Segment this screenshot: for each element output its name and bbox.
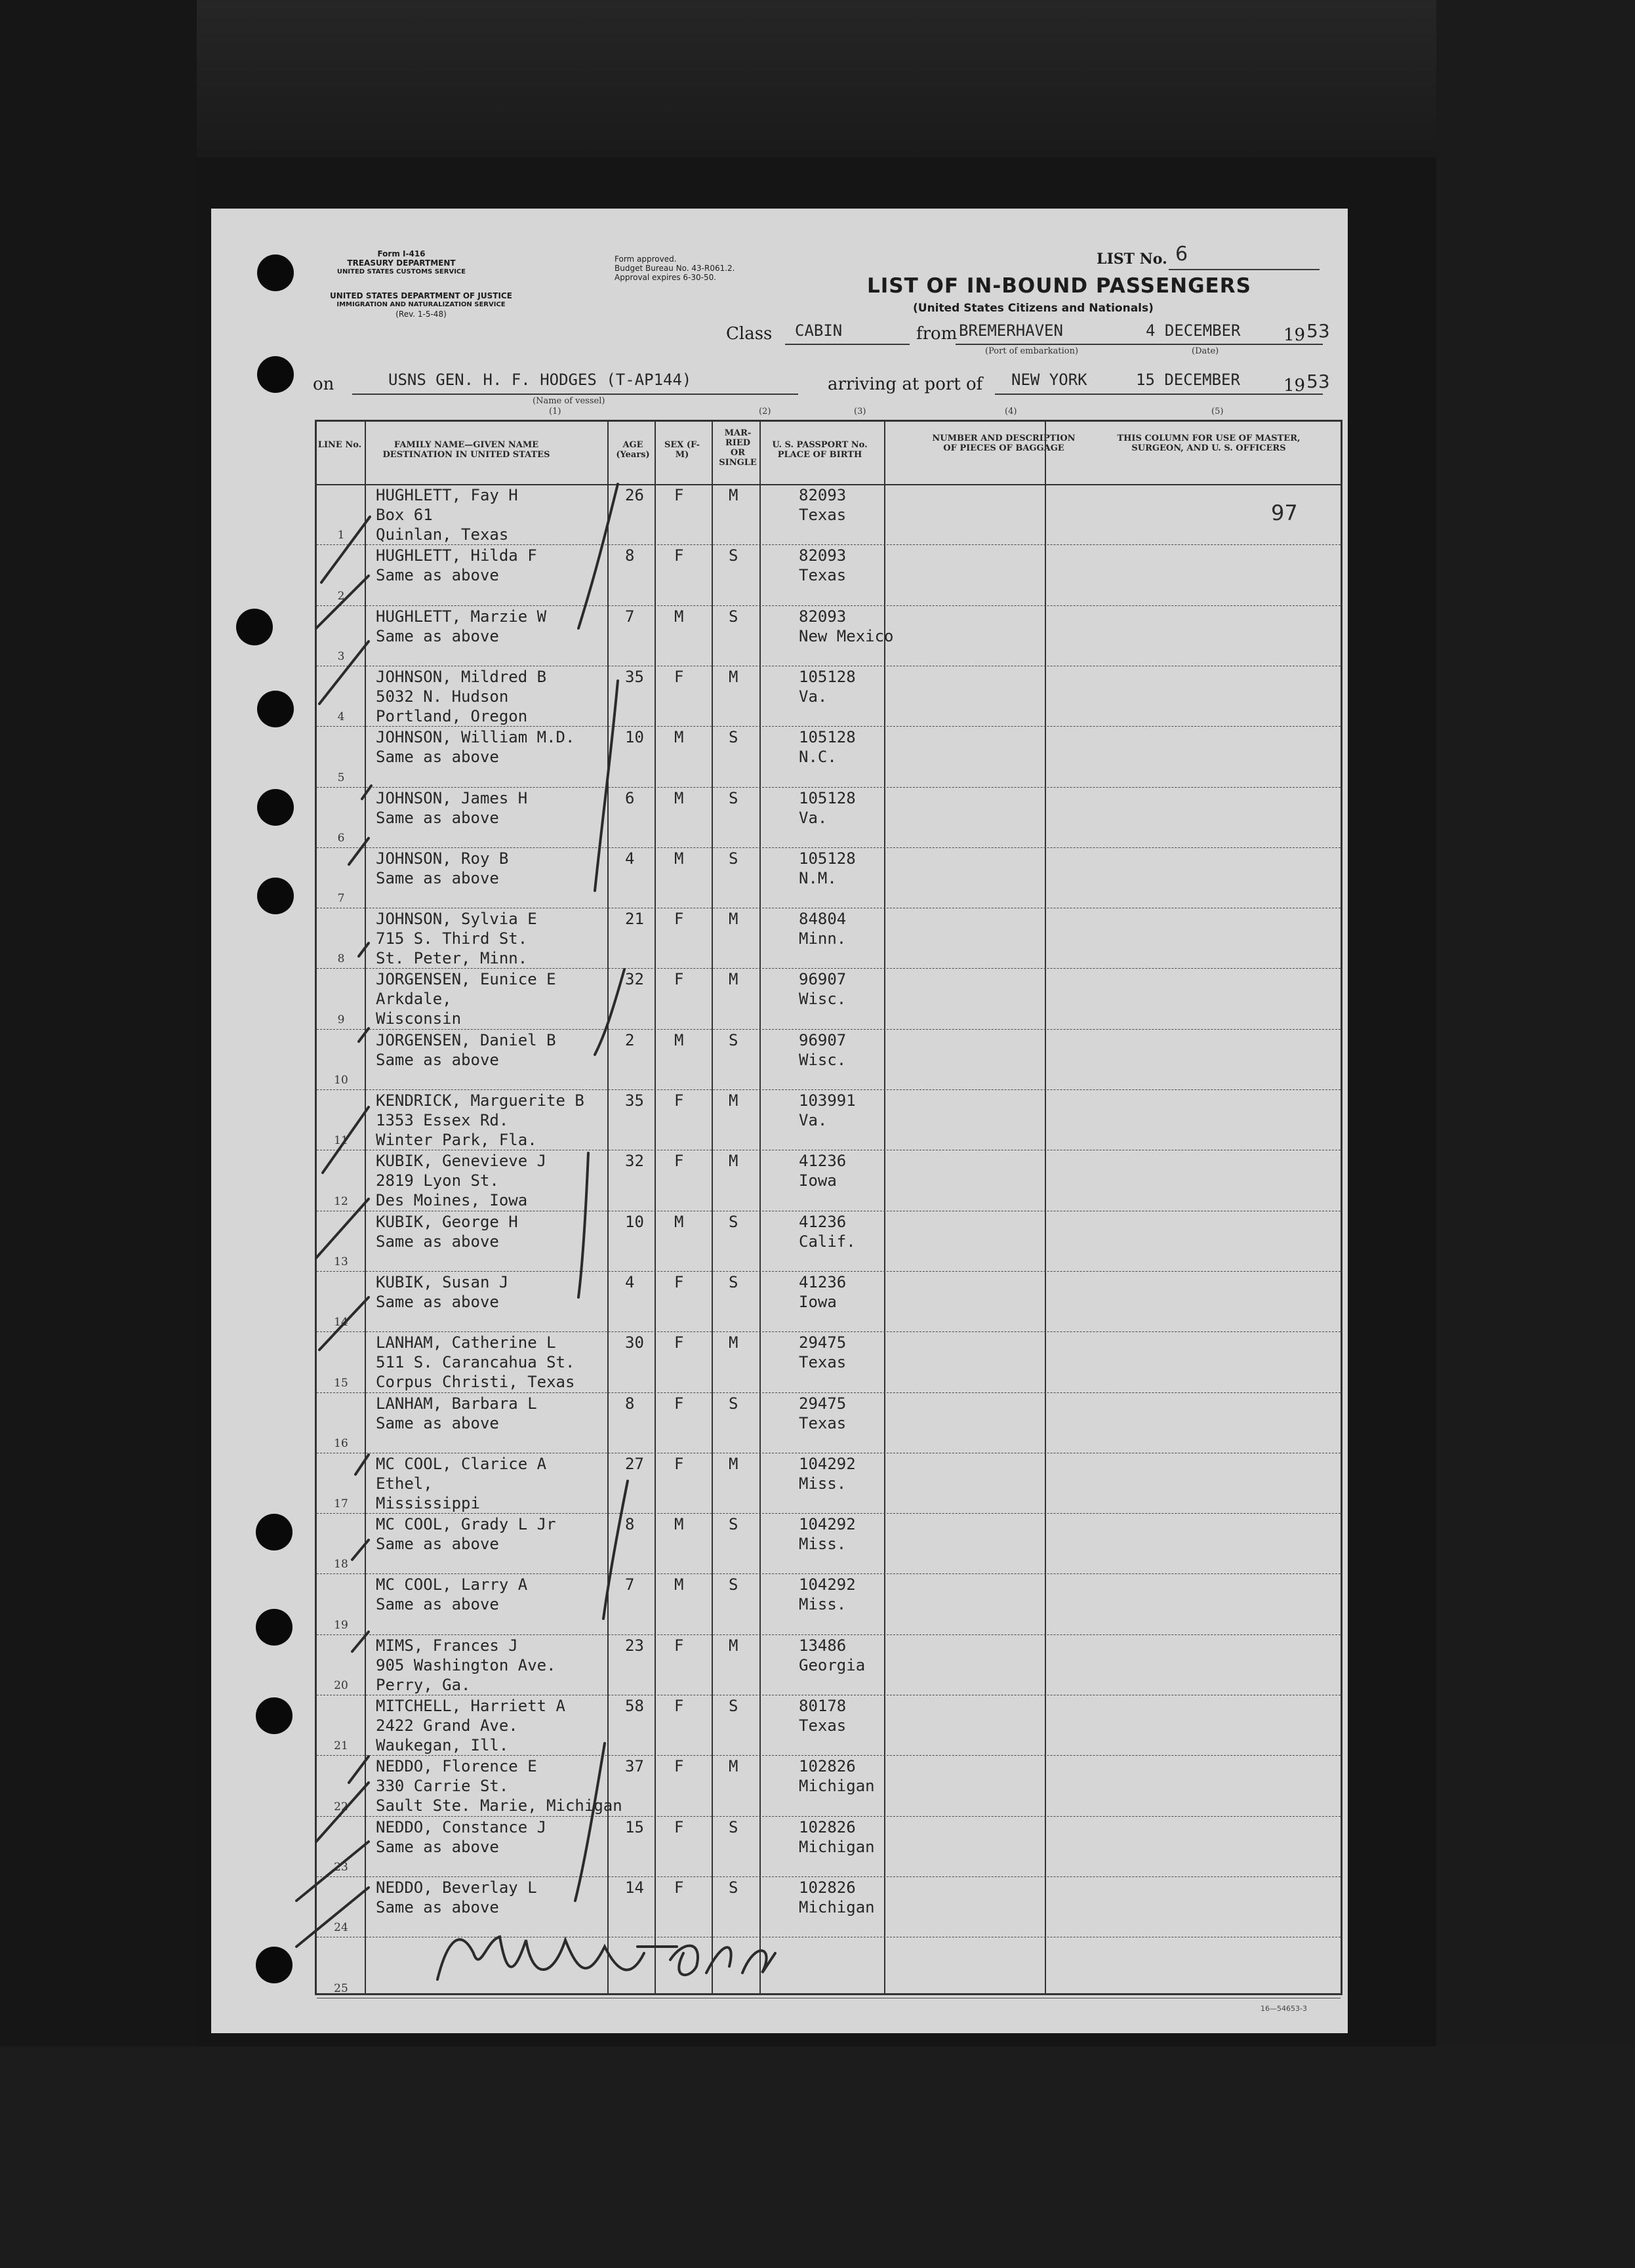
passenger-place-of-birth: Michigan (799, 1897, 875, 1916)
passenger-name: KENDRICK, Marguerite B (376, 1091, 584, 1110)
arrival-port: NEW YORK (1011, 371, 1087, 389)
form-service2: IMMIGRATION AND NATURALIZATION SERVICE (336, 301, 506, 308)
passenger-place-of-birth: Miss. (799, 1595, 847, 1614)
embarkation-date-caption: (Date) (1192, 346, 1219, 356)
film-border-right (1436, 0, 1635, 2268)
passenger-passport-number: 82093 (799, 607, 847, 626)
year-prefix-1: 19 (1283, 325, 1306, 345)
passenger-name: NEDDO, Beverlay L (376, 1878, 537, 1897)
passenger-sex: F (674, 910, 684, 929)
passenger-age: 35 (625, 1091, 644, 1110)
passenger-passport-number: 29475 (799, 1394, 847, 1413)
passenger-marital-status: S (729, 849, 738, 868)
passenger-address-line: Ethel, (376, 1474, 433, 1493)
passenger-place-of-birth: Wisc. (799, 990, 847, 1009)
passenger-age: 8 (625, 1515, 635, 1534)
check-mark (319, 1297, 369, 1350)
year-prefix-2: 19 (1283, 376, 1306, 395)
passenger-name: HUGHLETT, Fay H (376, 486, 518, 504)
form-approval-1: Form approved. (615, 254, 677, 264)
passenger-marital-status: M (729, 1454, 738, 1473)
form-footer-code: 16—54653-3 (1261, 2004, 1307, 2013)
passenger-address-line: Same as above (376, 1050, 499, 1069)
document-subtitle: (United States Citizens and Nationals) (913, 302, 1154, 315)
line-number: 17 (334, 1497, 348, 1511)
line-number: 1 (337, 529, 345, 542)
line-number: 15 (334, 1376, 348, 1390)
header-married: MAR-RIED OR SINGLE (719, 428, 757, 468)
document-title: LIST OF IN-BOUND PASSENGERS (867, 274, 1251, 298)
passenger-passport-number: 102826 (799, 1757, 856, 1776)
year-2: 53 (1306, 371, 1330, 392)
passenger-address-line: 2422 Grand Ave. (376, 1716, 518, 1735)
passenger-name: KUBIK, Susan J (376, 1272, 509, 1291)
header-line-no: LINE No. (317, 440, 362, 450)
passenger-age: 8 (625, 1394, 635, 1413)
form-dept: TREASURY DEPARTMENT (347, 258, 456, 268)
passenger-address-line: Winter Park, Fla. (376, 1131, 537, 1149)
passenger-address-line: Perry, Ga. (376, 1675, 471, 1694)
passenger-marital-status: S (729, 607, 738, 626)
passenger-address-line: Portland, Oregon (376, 706, 528, 725)
check-mark (316, 1783, 369, 1842)
officer-note: 97 (1271, 500, 1298, 525)
passenger-name: HUGHLETT, Hilda F (376, 546, 537, 565)
column-number-1: (1) (549, 407, 561, 416)
line-number: 10 (334, 1074, 348, 1087)
passenger-sex: F (674, 486, 684, 504)
passenger-age: 7 (625, 607, 635, 626)
line-number: 20 (334, 1679, 348, 1692)
passenger-passport-number: 82093 (799, 546, 847, 565)
line-number: 21 (334, 1739, 348, 1753)
header-passport: U. S. PASSPORT No. PLACE OF BIRTH (772, 440, 868, 460)
line-number: 25 (334, 1981, 348, 1995)
check-mark (355, 1455, 369, 1474)
passenger-age: 14 (625, 1878, 644, 1897)
passenger-age: 4 (625, 849, 635, 868)
passenger-place-of-birth: Texas (799, 1716, 847, 1735)
column-number-5: (5) (1211, 407, 1224, 416)
passenger-address-line: Des Moines, Iowa (376, 1191, 528, 1210)
passenger-address-line: Wisconsin (376, 1009, 462, 1028)
embarkation-port-caption: (Port of embarkation) (985, 346, 1079, 356)
passenger-place-of-birth: N.C. (799, 748, 837, 767)
passenger-age: 32 (625, 970, 644, 989)
passenger-sex: M (674, 607, 684, 626)
passenger-place-of-birth: Miss. (799, 1535, 847, 1554)
passenger-age: 27 (625, 1454, 644, 1473)
line-number: 18 (334, 1558, 348, 1571)
bracket-mark (595, 681, 618, 891)
passenger-address-line: Same as above (376, 868, 499, 887)
line-number: 4 (337, 710, 345, 724)
passenger-passport-number: 105128 (799, 728, 856, 747)
line-number: 2 (337, 589, 345, 603)
passenger-passport-number: 102826 (799, 1878, 856, 1897)
form-number: Form I-416 (377, 249, 426, 258)
passenger-place-of-birth: Texas (799, 566, 847, 585)
passenger-address-line: Box 61 (376, 506, 433, 524)
passenger-address-line: Same as above (376, 566, 499, 585)
handwritten-marks (211, 209, 1348, 2033)
bracket-mark (575, 1743, 605, 1901)
class-value: CABIN (795, 321, 843, 340)
passenger-age: 2 (625, 1030, 635, 1049)
line-number: 5 (337, 771, 345, 784)
passenger-address-line: 511 S. Carancahua St. (376, 1353, 575, 1372)
passenger-name: JOHNSON, Roy B (376, 849, 509, 868)
passenger-age: 6 (625, 788, 635, 807)
film-border-bottom (0, 2046, 1635, 2268)
passenger-name: NEDDO, Florence E (376, 1757, 537, 1776)
line-number: 22 (334, 1800, 348, 1813)
arriving-label: arriving at port of (828, 375, 983, 394)
passenger-place-of-birth: Va. (799, 687, 828, 706)
passenger-place-of-birth: Texas (799, 506, 847, 524)
passenger-marital-status: M (729, 667, 738, 686)
on-label: on (313, 375, 334, 394)
passenger-address-line: Arkdale, (376, 990, 452, 1009)
passenger-name: MC COOL, Grady L Jr (376, 1515, 556, 1534)
line-number: 14 (334, 1316, 348, 1329)
bracket-mark (595, 969, 624, 1055)
from-label: from (916, 324, 958, 344)
passenger-marital-status: M (729, 1757, 738, 1776)
passenger-age: 58 (625, 1697, 644, 1715)
passenger-marital-status: S (729, 1212, 738, 1231)
form-service: UNITED STATES CUSTOMS SERVICE (336, 268, 466, 275)
bracket-mark (603, 1481, 628, 1619)
passenger-name: MC COOL, Larry A (376, 1575, 528, 1594)
passenger-passport-number: 13486 (799, 1636, 847, 1655)
passenger-sex: F (674, 1454, 684, 1473)
passenger-age: 15 (625, 1817, 644, 1836)
passenger-passport-number: 29475 (799, 1333, 847, 1352)
passenger-name: NEDDO, Constance J (376, 1817, 547, 1836)
form-dept2: UNITED STATES DEPARTMENT OF JUSTICE (330, 291, 512, 300)
passenger-marital-status: M (729, 1333, 738, 1352)
passenger-marital-status: M (729, 1091, 738, 1110)
passenger-address-line: Same as above (376, 1897, 499, 1916)
manifest-page (211, 209, 1348, 2033)
passenger-name: JOHNSON, Sylvia E (376, 910, 537, 929)
passenger-sex: F (674, 546, 684, 565)
passenger-address-line: Same as above (376, 748, 499, 767)
check-mark (352, 1632, 369, 1651)
passenger-name: MC COOL, Clarice A (376, 1454, 547, 1473)
passenger-name: JORGENSEN, Eunice E (376, 970, 556, 989)
passenger-address-line: Same as above (376, 1595, 499, 1614)
passenger-name: JOHNSON, James H (376, 788, 528, 807)
passenger-place-of-birth: N.M. (799, 868, 837, 887)
class-label: Class (726, 324, 773, 344)
passenger-place-of-birth: Minn. (799, 929, 847, 948)
passenger-place-of-birth: Texas (799, 1353, 847, 1372)
check-mark (296, 1888, 369, 1947)
passenger-address-line: Same as above (376, 1292, 499, 1311)
form-approval-2: Budget Bureau No. 43-R061.2. (615, 264, 735, 273)
vessel-name: USNS GEN. H. F. HODGES (T-AP144) (388, 371, 692, 389)
check-mark (316, 1199, 369, 1258)
embarkation-date: 4 DECEMBER (1146, 321, 1241, 340)
header-sex: SEX (F-M) (664, 440, 700, 460)
passenger-address-line: Same as above (376, 1232, 499, 1251)
passenger-marital-status: S (729, 1878, 738, 1897)
passenger-passport-number: 105128 (799, 788, 856, 807)
passenger-age: 35 (625, 667, 644, 686)
passenger-place-of-birth: Michigan (799, 1837, 875, 1856)
passenger-passport-number: 102826 (799, 1817, 856, 1836)
passenger-name: KUBIK, George H (376, 1212, 518, 1231)
passenger-age: 21 (625, 910, 644, 929)
check-mark (296, 1842, 369, 1901)
passenger-name: HUGHLETT, Marzie W (376, 607, 547, 626)
column-number-2: (2) (759, 407, 771, 416)
line-number: 6 (337, 831, 345, 845)
passenger-passport-number: 41236 (799, 1152, 847, 1171)
passenger-place-of-birth: Texas (799, 1413, 847, 1432)
passenger-sex: M (674, 788, 684, 807)
bracket-mark (578, 1153, 588, 1297)
passenger-sex: M (674, 849, 684, 868)
passenger-age: 30 (625, 1333, 644, 1352)
passenger-age: 26 (625, 486, 644, 504)
passenger-sex: F (674, 1394, 684, 1413)
passenger-passport-number: 104292 (799, 1515, 856, 1534)
line-number: 12 (334, 1194, 348, 1208)
check-mark (319, 641, 369, 704)
passenger-place-of-birth: Georgia (799, 1655, 866, 1674)
passenger-marital-status: S (729, 1394, 738, 1413)
passenger-address-line: 5032 N. Hudson (376, 687, 509, 706)
passenger-name: KUBIK, Genevieve J (376, 1152, 547, 1171)
vessel-caption: (Name of vessel) (533, 396, 605, 406)
passenger-marital-status: M (729, 1152, 738, 1171)
signature (437, 1937, 775, 1979)
passenger-marital-status: M (729, 970, 738, 989)
check-mark (321, 517, 370, 582)
passenger-address-line: Same as above (376, 1413, 499, 1432)
passenger-place-of-birth: Iowa (799, 1292, 837, 1311)
column-number-3: (3) (854, 407, 866, 416)
passenger-address-line: Mississippi (376, 1493, 480, 1512)
passenger-sex: M (674, 1515, 684, 1534)
check-mark (316, 576, 369, 628)
passenger-sex: M (674, 728, 684, 747)
passenger-passport-number: 103991 (799, 1091, 856, 1110)
passenger-address-line: Same as above (376, 626, 499, 645)
passenger-place-of-birth: Michigan (799, 1777, 875, 1796)
line-number: 7 (337, 892, 345, 906)
passenger-name: LANHAM, Catherine L (376, 1333, 556, 1352)
passenger-sex: F (674, 1091, 684, 1110)
passenger-marital-status: S (729, 788, 738, 807)
line-number: 3 (337, 649, 345, 663)
passenger-name: JORGENSEN, Daniel B (376, 1030, 556, 1049)
passenger-marital-status: S (729, 546, 738, 565)
passenger-passport-number: 41236 (799, 1272, 847, 1291)
passenger-marital-status: S (729, 728, 738, 747)
passenger-address-line: 715 S. Third St. (376, 929, 528, 948)
passenger-passport-number: 105128 (799, 667, 856, 686)
form-approval-3: Approval expires 6-30-50. (615, 273, 717, 282)
passenger-address-line: 905 Washington Ave. (376, 1655, 556, 1674)
passenger-marital-status: S (729, 1817, 738, 1836)
list-number-label: LIST No. (1097, 251, 1167, 268)
passenger-passport-number: 84804 (799, 910, 847, 929)
passenger-address-line: Corpus Christi, Texas (376, 1373, 575, 1392)
passenger-name: JOHNSON, Mildred B (376, 667, 547, 686)
passenger-address-line: St. Peter, Minn. (376, 949, 528, 968)
passenger-name: JOHNSON, William M.D. (376, 728, 575, 747)
passenger-sex: M (674, 1212, 684, 1231)
passenger-sex: M (674, 1030, 684, 1049)
line-number: 24 (334, 1921, 348, 1935)
film-border-left (0, 0, 197, 2268)
line-number: 13 (334, 1255, 348, 1268)
passenger-sex: F (674, 970, 684, 989)
passenger-address-line: 330 Carrie St. (376, 1777, 509, 1796)
passenger-sex: M (674, 1575, 684, 1594)
passenger-age: 8 (625, 546, 635, 565)
passenger-marital-status: S (729, 1575, 738, 1594)
passenger-age: 32 (625, 1152, 644, 1171)
passenger-passport-number: 105128 (799, 849, 856, 868)
list-number-value: 6 (1175, 243, 1188, 266)
passenger-age: 10 (625, 728, 644, 747)
passenger-sex: F (674, 667, 684, 686)
embarkation-port: BREMERHAVEN (959, 321, 1063, 340)
passenger-passport-number: 96907 (799, 1030, 847, 1049)
header-name: FAMILY NAME—GIVEN NAME DESTINATION IN UNITED STATES (382, 440, 550, 460)
line-number: 16 (334, 1436, 348, 1450)
passenger-sex: F (674, 1878, 684, 1897)
passenger-address-line: Quinlan, Texas (376, 525, 509, 544)
passenger-age: 7 (625, 1575, 635, 1594)
passenger-address-line: Waukegan, Ill. (376, 1736, 509, 1754)
passenger-sex: F (674, 1333, 684, 1352)
header-baggage: NUMBER AND DESCRIPTION OF PIECES OF BAGGAGE (932, 434, 1076, 453)
line-number: 9 (337, 1013, 345, 1026)
check-mark (349, 838, 369, 864)
passenger-place-of-birth: Miss. (799, 1474, 847, 1493)
passenger-passport-number: 82093 (799, 486, 847, 504)
line-number: 11 (334, 1134, 348, 1148)
passenger-address-line: 2819 Lyon St. (376, 1171, 499, 1190)
passenger-marital-status: M (729, 910, 738, 929)
passenger-place-of-birth: Iowa (799, 1171, 837, 1190)
passenger-place-of-birth: Va. (799, 808, 828, 827)
passenger-age: 10 (625, 1212, 644, 1231)
column-number-4: (4) (1005, 407, 1017, 416)
passenger-marital-status: S (729, 1030, 738, 1049)
year-1: 53 (1306, 320, 1330, 342)
header-officers: THIS COLUMN FOR USE OF MASTER, SURGEON, AND U. S. OFFICERS (1117, 434, 1301, 453)
passenger-sex: F (674, 1636, 684, 1655)
passenger-age: 23 (625, 1636, 644, 1655)
check-mark (349, 1756, 369, 1783)
line-number: 23 (334, 1860, 348, 1874)
passenger-marital-status: S (729, 1515, 738, 1534)
passenger-marital-status: M (729, 486, 738, 504)
passenger-name: MITCHELL, Harriett A (376, 1697, 565, 1715)
passenger-address-line: Same as above (376, 1837, 499, 1856)
passenger-passport-number: 104292 (799, 1454, 856, 1473)
passenger-place-of-birth: Wisc. (799, 1050, 847, 1069)
passenger-passport-number: 80178 (799, 1697, 847, 1715)
passenger-name: LANHAM, Barbara L (376, 1394, 537, 1413)
passenger-address-line: Same as above (376, 1535, 499, 1554)
passenger-address-line: Sault Ste. Marie, Michigan (376, 1796, 622, 1815)
passenger-place-of-birth: New Mexico (799, 626, 894, 645)
header-age: AGE (Years) (616, 440, 650, 460)
film-border-top (0, 0, 1635, 157)
arrival-date: 15 DECEMBER (1136, 371, 1240, 389)
form-revision: (Rev. 1-5-48) (395, 310, 447, 319)
passenger-age: 4 (625, 1272, 635, 1291)
bracket-mark (578, 484, 618, 628)
check-mark (323, 1107, 369, 1173)
passenger-marital-status: S (729, 1697, 738, 1715)
passenger-passport-number: 104292 (799, 1575, 856, 1594)
passenger-marital-status: M (729, 1636, 738, 1655)
check-mark (359, 1028, 369, 1042)
passenger-sex: F (674, 1272, 684, 1291)
passenger-sex: F (674, 1697, 684, 1715)
passenger-address-line: 1353 Essex Rd. (376, 1111, 509, 1129)
line-number: 8 (337, 952, 345, 966)
line-number: 19 (334, 1618, 348, 1632)
check-mark (352, 1540, 369, 1560)
passenger-passport-number: 96907 (799, 970, 847, 989)
passenger-address-line: Same as above (376, 808, 499, 827)
passenger-sex: F (674, 1817, 684, 1836)
check-mark (362, 786, 371, 799)
passenger-age: 37 (625, 1757, 644, 1776)
passenger-sex: F (674, 1152, 684, 1171)
passenger-place-of-birth: Va. (799, 1111, 828, 1129)
passenger-passport-number: 41236 (799, 1212, 847, 1231)
passenger-place-of-birth: Calif. (799, 1232, 856, 1251)
check-mark (359, 943, 369, 956)
passenger-sex: F (674, 1757, 684, 1776)
passenger-marital-status: S (729, 1272, 738, 1291)
passenger-name: MIMS, Frances J (376, 1636, 518, 1655)
